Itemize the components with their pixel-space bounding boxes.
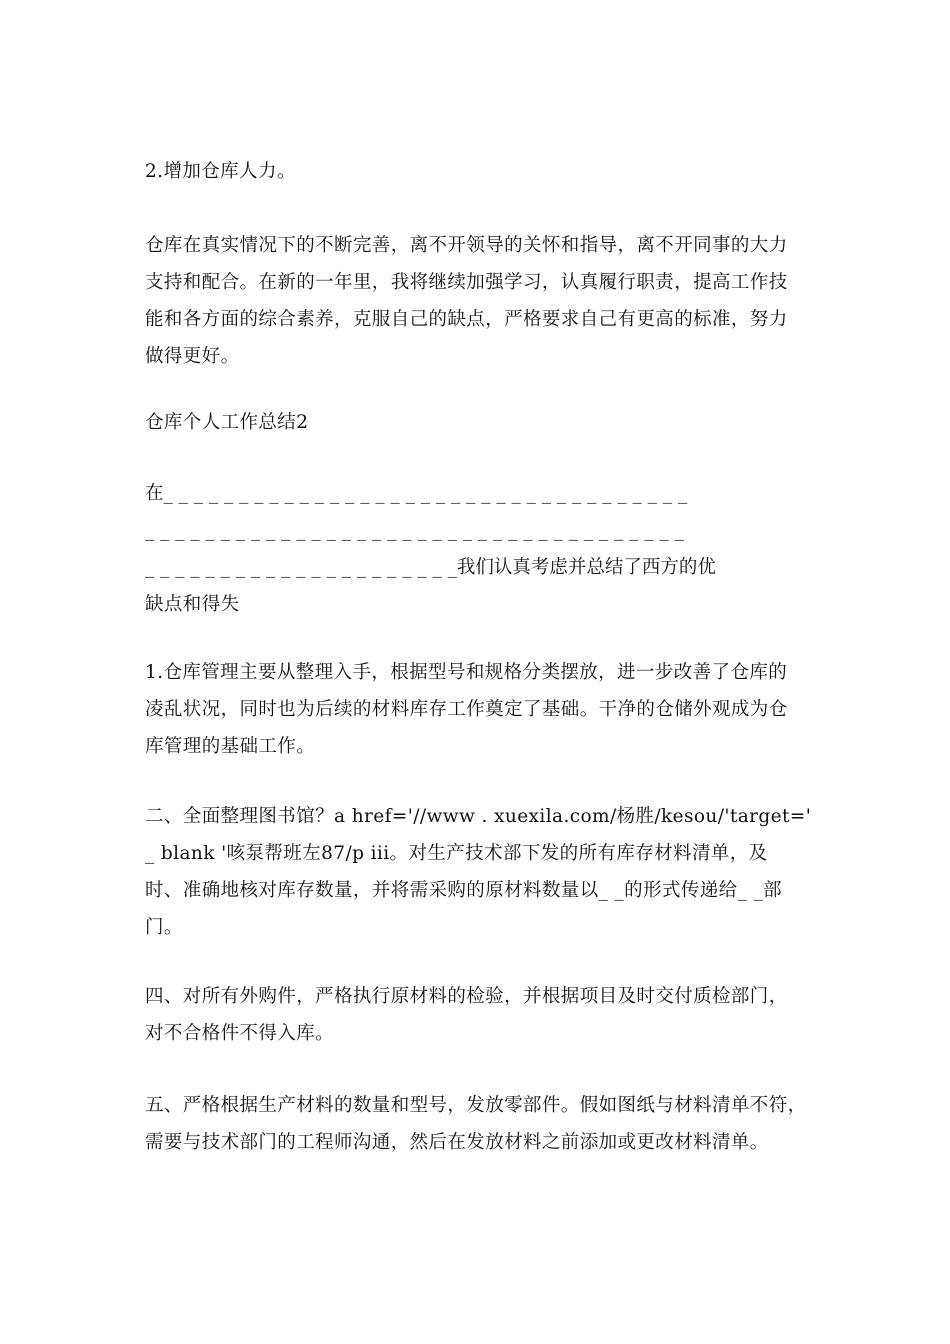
text-line: _ _ _ _ _ _ _ _ _ _ _ _ _ _ _ _ _ _ _ _ _ _ _ _ _ _ _ _ _ _ _ _ _ _ _ _ — [145, 520, 684, 541]
text-line: 1.仓库管理主要从整理入手，根据型号和规格分类摆放，进一步改善了仓库的 — [145, 662, 788, 683]
text-line: 能和各方面的综合素养，克服自己的缺点，严格要求自己有更高的标准，努力 — [145, 309, 788, 330]
text-line: 门。 — [145, 917, 183, 938]
text-line: _ blank '咳泵帮班左87/p iii。对生产技术部下发的所有库存材料清单，及 — [145, 843, 768, 864]
text-line: 需要与技术部门的工程师沟通，然后在发放材料之前添加或更改材料清单。 — [145, 1132, 769, 1153]
text-line: 凌乱状况，同时也为后续的材料库存工作奠定了基础。干净的仓储外观成为仓 — [145, 699, 788, 720]
text-line: 二、全面整理图书馆？a href='//www . xuexila.com/杨胜/kesou/'target=' — [145, 806, 812, 827]
text-line: 仓库在真实情况下的不断完善，离不开领导的关怀和指导，离不开同事的大力 — [145, 235, 788, 256]
text-line: _ _ _ _ _ _ _ _ _ _ _ _ _ _ _ _ _ _ _ _ _我们认真考虑并总结了西方的优 — [145, 557, 716, 578]
text-line: 做得更好。 — [145, 346, 240, 367]
text-line: 时、准确地核对库存数量，并将需采购的原材料数量以_ _的形式传递给_ _部 — [145, 880, 783, 901]
text-line: 五、严格根据生产材料的数量和型号，发放零部件。假如图纸与材料清单不符， — [145, 1095, 807, 1116]
paragraph-item-4 — [145, 978, 809, 1052]
text-line: 四、对所有外购件，严格执行原材料的检验，并根据项目及时交付质检部门， — [145, 986, 788, 1007]
section-heading — [145, 404, 809, 441]
paragraph-intro-blanks — [145, 475, 809, 623]
text-line: 支持和配合。在新的一年里，我将继续加强学习，认真履行职责，提高工作技 — [145, 272, 788, 293]
text-line: 在_ _ _ _ _ _ _ _ _ _ _ _ _ _ _ _ _ _ _ _ _ _ _ _ _ _ _ _ _ _ _ _ _ _ _ — [145, 483, 688, 504]
text-line: 库管理的基础工作。 — [145, 736, 316, 757]
heading-text: 仓库个人工作总结2 — [145, 412, 309, 433]
text-line: 对不合格件不得入库。 — [145, 1023, 335, 1044]
paragraph-conclusion — [145, 227, 809, 375]
paragraph-add-staff — [145, 153, 809, 190]
text-line: 缺点和得失 — [145, 594, 240, 615]
text-line: 2.增加仓库人力。 — [145, 161, 296, 182]
paragraph-item-1 — [145, 654, 809, 765]
paragraph-item-5 — [145, 1087, 809, 1161]
paragraph-item-2 — [145, 798, 812, 946]
